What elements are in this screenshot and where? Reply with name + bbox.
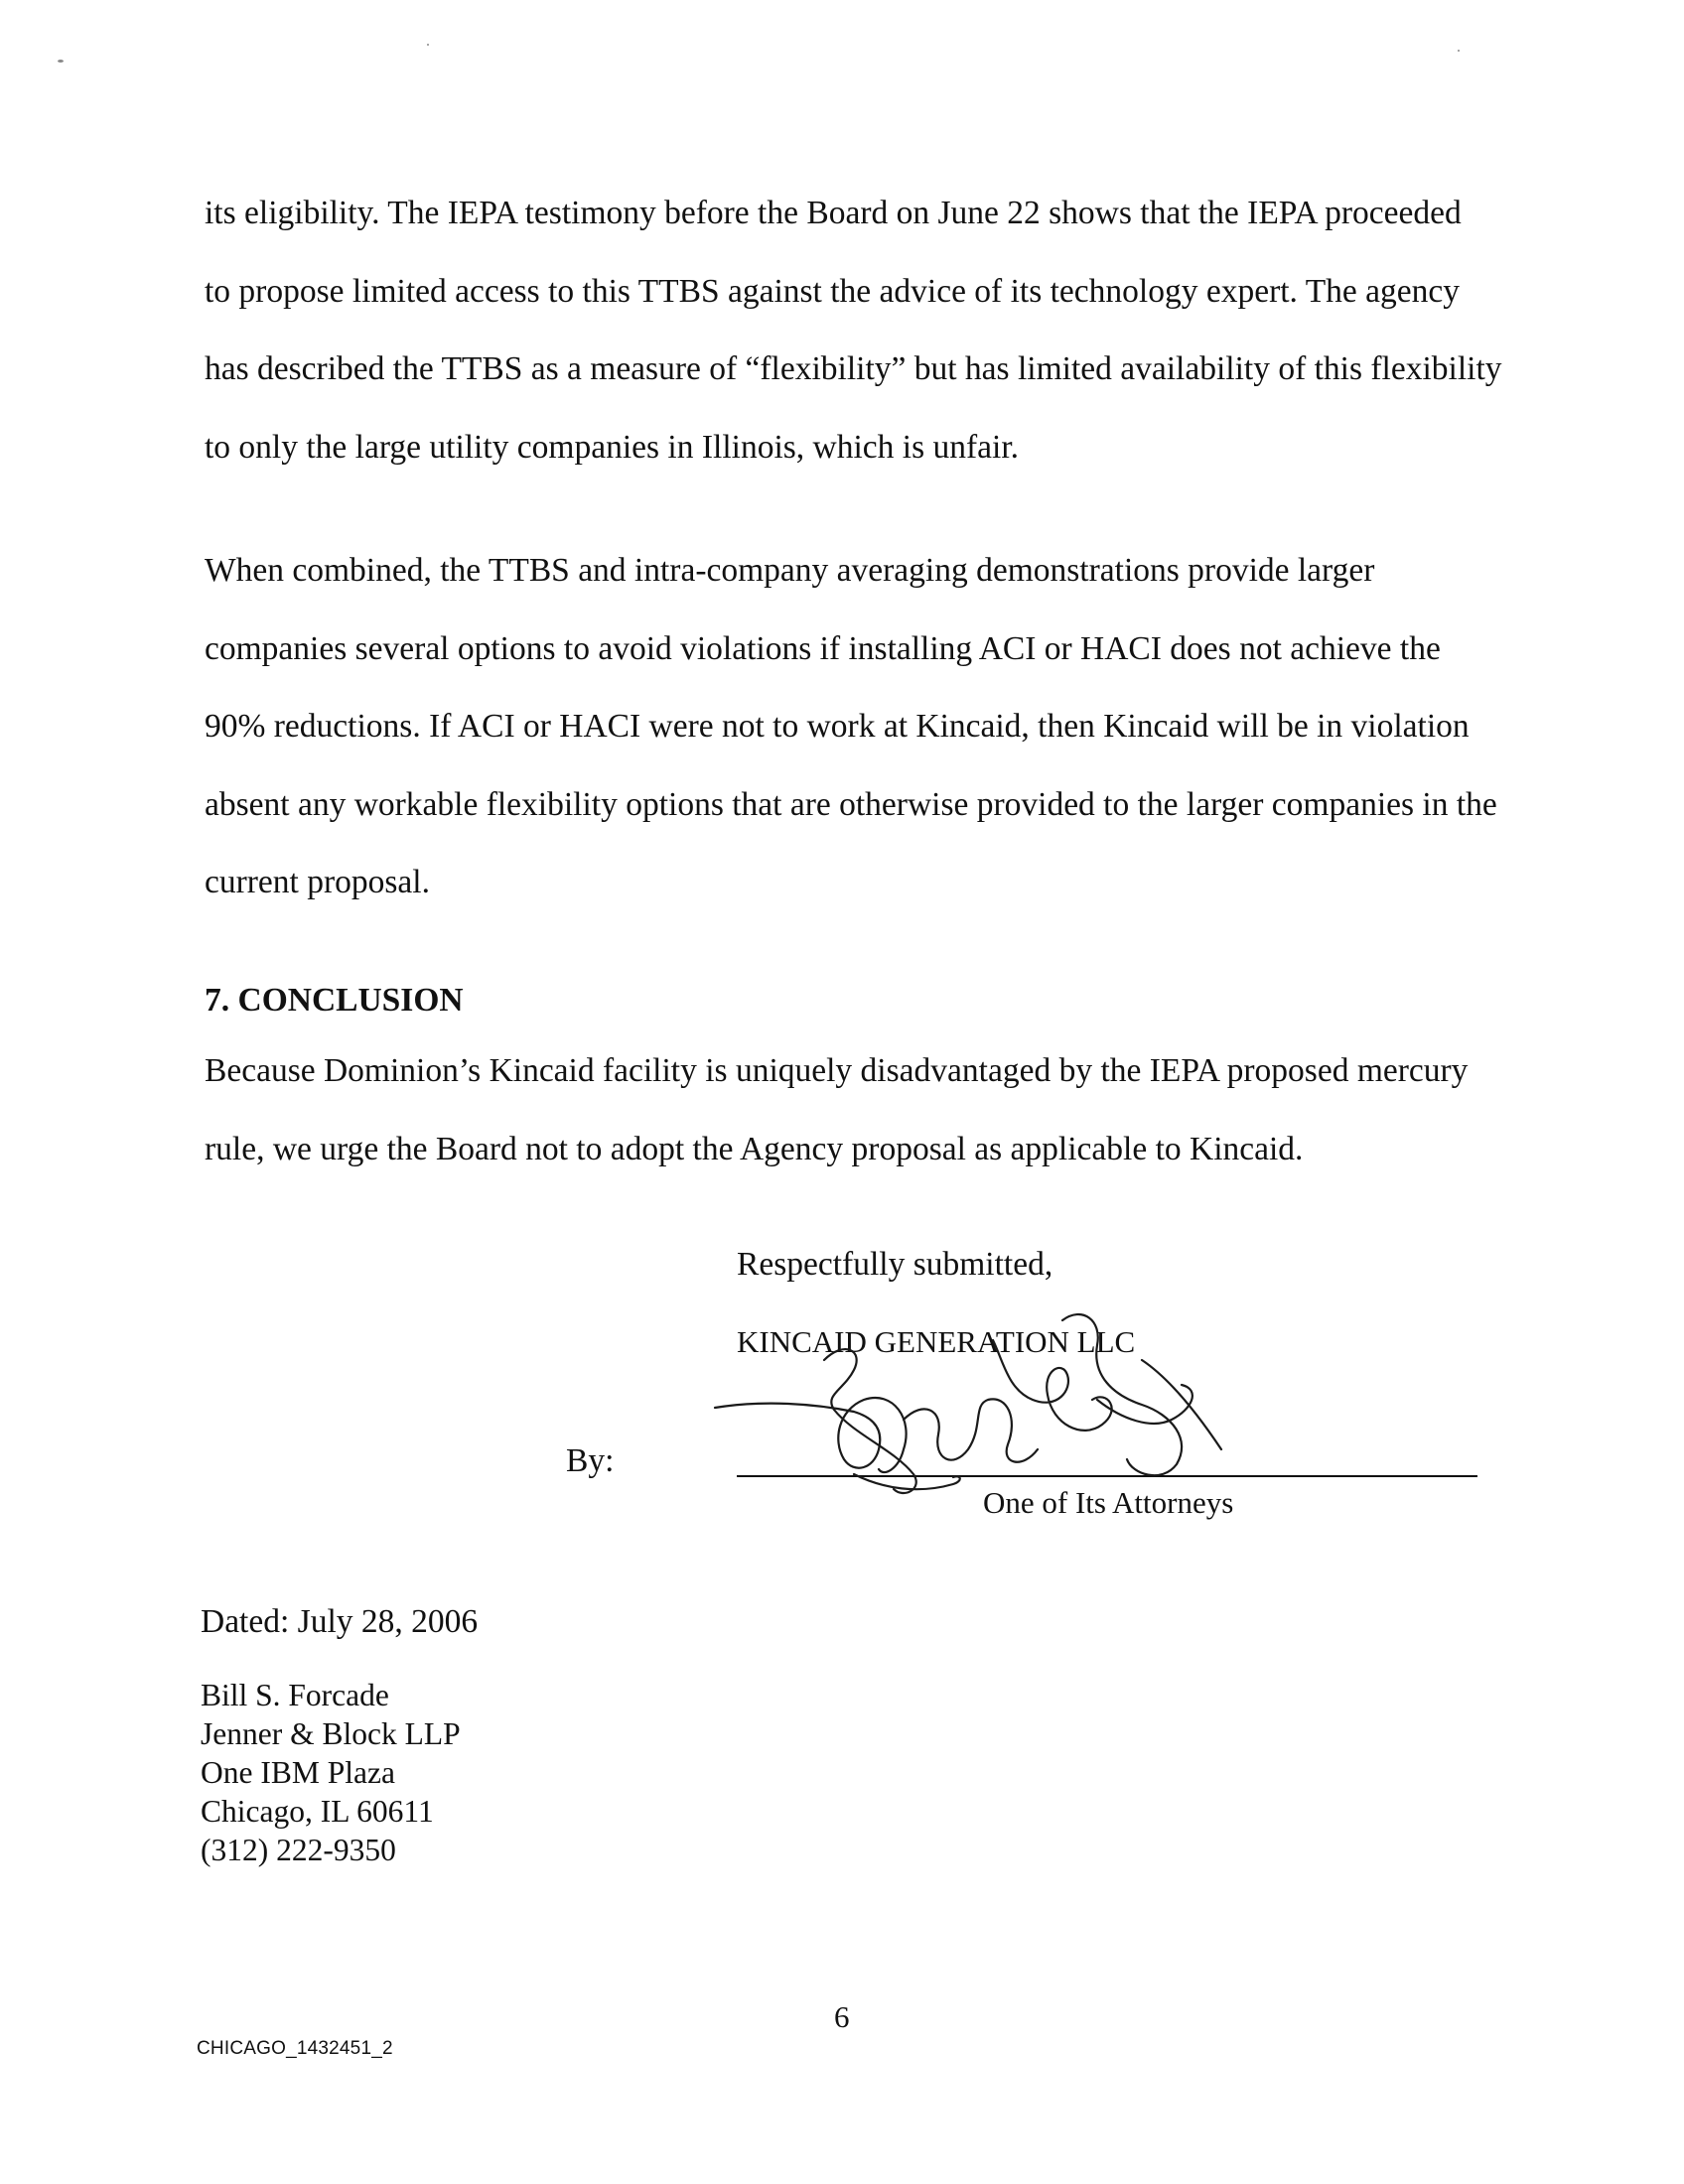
phone-number: (312) 222-9350	[201, 1833, 396, 1867]
law-firm: Jenner & Block LLP	[201, 1716, 461, 1751]
text-line: Because Dominion’s Kincaid facility is uniquely disadvantaged by the IEPA proposed mercury	[205, 1052, 1469, 1089]
paragraph-combined	[205, 532, 1495, 922]
text-line: 90% reductions. If ACI or HACI were not to work at Kincaid, then Kincaid will be in violation	[205, 708, 1470, 745]
company-name: KINCAID GENERATION LLC	[737, 1324, 1136, 1359]
text-line: rule, we urge the Board not to adopt the Agency proposal as applicable to Kincaid.	[205, 1130, 1304, 1167]
scan-speck	[427, 44, 429, 46]
paragraph-eligibility	[205, 175, 1502, 486]
closing-salutation: Respectfully submitted,	[737, 1246, 1053, 1283]
text-line: current proposal.	[205, 864, 430, 900]
dated-line: Dated: July 28, 2006	[201, 1603, 479, 1640]
signature-caption: One of Its Attorneys	[983, 1485, 1234, 1520]
document-id: CHICAGO_1432451_2	[197, 2038, 393, 2059]
text-line: When combined, the TTBS and intra-company averaging demonstrations provide larger	[205, 552, 1375, 589]
text-line: to propose limited access to this TTBS against the advice of its technology expert. The agency	[205, 272, 1461, 310]
signature-line	[737, 1475, 1477, 1477]
attorney-address	[201, 1676, 461, 1869]
text-line: to only the large utility companies in Illinois, which is unfair.	[205, 428, 1020, 466]
scan-speck	[1458, 50, 1460, 52]
text-line: companies several options to avoid violations if installing ACI or HACI does not achieve the	[205, 629, 1441, 667]
text-line: its eligibility. The IEPA testimony before the Board on June 22 shows that the IEPA proceeded	[205, 195, 1462, 231]
street-address: One IBM Plaza	[201, 1755, 395, 1790]
section-heading-conclusion: 7. CONCLUSION	[205, 982, 464, 1019]
page-number: 6	[834, 1999, 850, 2034]
text-line: absent any workable flexibility options that are otherwise provided to the larger companies in the	[205, 785, 1497, 823]
scan-speck	[58, 60, 64, 63]
attorney-name: Bill S. Forcade	[201, 1678, 389, 1712]
text-line: has described the TTBS as a measure of “flexibility” but has limited availability of this flexibility	[205, 350, 1502, 387]
by-label: By:	[566, 1442, 615, 1479]
city-state-zip: Chicago, IL 60611	[201, 1794, 434, 1829]
paragraph-conclusion	[205, 1032, 1495, 1188]
